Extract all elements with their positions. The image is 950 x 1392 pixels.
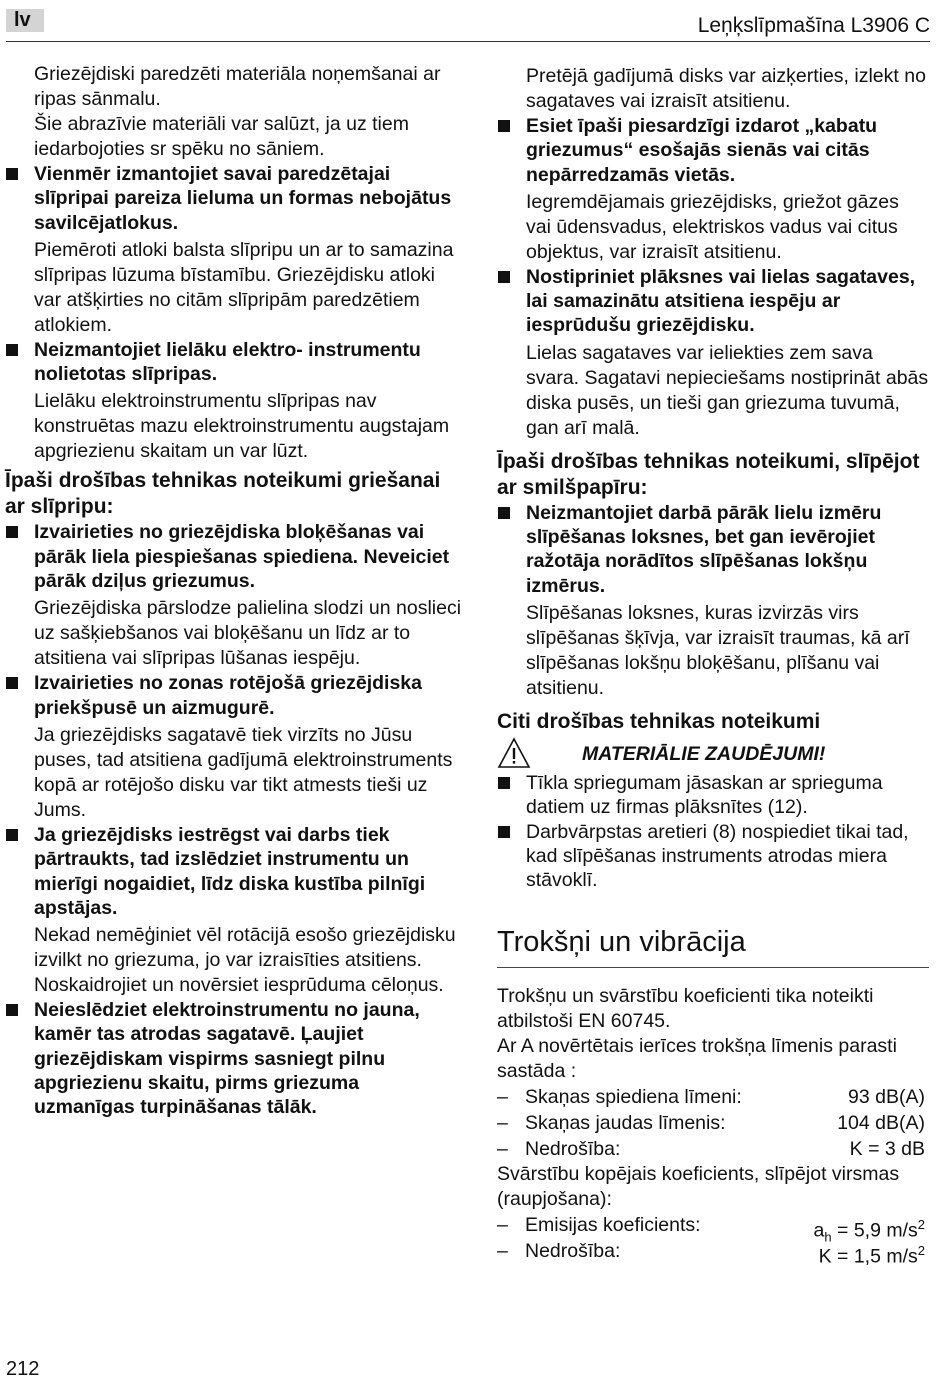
list-item: [497, 1136, 929, 1162]
bullet-text-pocket-cuts: Iegremdējamais griezējdisks, griežot gāzes vai ūdensvadus, elektriskos vadus vai citus objektus, var izraisīt atsitienu.: [526, 190, 899, 263]
list-item: [497, 1212, 929, 1245]
bullet-title-pocket-cuts: Esiet īpaši piesardzīgi izdarot „kabatu griezumus“ esošajās sienās vai citās nepārredzamās vietās.: [526, 114, 929, 187]
list-dash: –: [497, 1138, 508, 1161]
bullet-title-restart: Neieslēdziet elektroinstrumentu no jauna, kamēr tas atrodas sagatavē. Ļaujiet griezējdiskam vispirms sasniegt pilnu apgriezienu skaitu, pirms griezuma uzmanīgas turpināšanas tālāk.: [34, 998, 464, 1119]
bullet-title-support-panels: Nostipriniet plāksnes vai lielas sagataves, lai samazinātu atsitiena iespēju ar iesprūdušu griezējdisku.: [526, 265, 929, 338]
page-number: 212: [6, 1358, 40, 1380]
bullet-title-worn-discs: Neizmantojiet lielāku elektro- instrumentu nolietotas slīpripas.: [34, 338, 464, 387]
bullet-text-jammed-disc: Nekad nemēģiniet vēl rotācijā esošo griezējdisku izvilkt no griezuma, jo var izraisīties atsitiens. Noskaidrojiet un novērsiet iesprūduma cēloņus.: [34, 924, 456, 997]
bullet-title-jammed-disc: Ja griezējdisks iestrēgst vai darbs tiek pārtraukts, tad izslēdziet instrumentu un mierīgi nogaidiet, līdz diska kustība pilnīgi apstājas.: [34, 823, 464, 920]
section-heading-cutting: Īpaši drošības tehnikas noteikumi griešanai ar slīpripu:: [5, 469, 441, 519]
bullet-text-support-panels: Lielas sagataves var ieliekties zem sava svara. Sagatavi nepieciešams nostiprināt abās diska pusēs, un tieši gan griezuma tuvumā, gan arī malā.: [526, 341, 929, 439]
right-column: [497, 64, 929, 1268]
value-number: = 5,9 m/s: [831, 1219, 918, 1242]
section-rule: [497, 967, 929, 968]
bullet-text-worn-discs: Lielāku elektroinstrumentu slīpripas nav konstruētas mazu elektroinstrumentu augstajam apgriezienu skaitam un var lūzt.: [34, 390, 450, 463]
section-heading-sanding: Īpaši drošības tehnikas noteikumi, slīpējot ar smilšpapīru:: [497, 449, 920, 499]
intro-paragraph-1: Griezējdiski paredzēti materiāla noņemšanai ar ripas sānmalu.: [34, 63, 441, 110]
list-item: [497, 1110, 929, 1136]
noise-list: [497, 1084, 929, 1162]
bullet-title-danger-zone: Izvairieties no zonas rotējošā griezējdiska priekšpusē un aizmugurē.: [34, 671, 464, 720]
noise-vibration-heading: Trokšņi un vibrācija: [497, 926, 746, 959]
language-badge: lv: [6, 9, 44, 32]
bullet-title-sanding-sheets: Neizmantojiet darbā pārāk lielu izmēru slīpēšanas loksnes, bet gan ievērojiet ražotāja norādītos slīpēšanas lokšņu izmērus.: [526, 501, 929, 598]
header-rule: [6, 41, 930, 42]
list-item: [497, 1238, 929, 1268]
noise-paragraph-2: Ar A novērtētais ierīces trokšņa līmenis parasti sastāda :: [497, 1035, 897, 1083]
bullet-text-sanding-sheets: Slīpēšanas loksnes, kuras izvirzās virs slīpēšanas šķīvja, var izraisīt traumas, kā arī slīpēšanas lokšņu bloķēšanu, plīšanu vai atsitienu.: [526, 601, 910, 699]
list-label: Emisijas koeficients:: [525, 1214, 701, 1237]
list-dash: –: [497, 1086, 508, 1109]
list-label: Skaņas jaudas līmenis:: [525, 1112, 726, 1135]
list-label: Nedrošība:: [525, 1138, 621, 1161]
list-value: 93 dB(A): [848, 1086, 925, 1109]
bullet-title-blocking: Izvairieties no griezējdiska bloķēšanas vai pārāk liela piespiešanas spiediena. Neveiciet pārāk dziļus griezumus.: [34, 520, 464, 593]
list-value: 104 dB(A): [837, 1112, 925, 1135]
list-label: Nedrošība:: [525, 1240, 621, 1263]
value-symbol: a: [813, 1219, 825, 1242]
note-spindle-lock: Darbvārpstas aretieri (8) nospiediet tikai tad, kad slīpēšanas instruments atrodas miera stāvoklī.: [526, 820, 929, 893]
list-dash: –: [497, 1112, 508, 1135]
bullet-text-blocking: Griezējdiska pārslodze palielina slodzi un noslieci uz sašķiebšanos vai bloķēšanu un līdz ar to atsitiena vai slīpripas lūšanas iespēju.: [34, 597, 462, 670]
warning-label: MATERIĀLIE ZAUDĒJUMI!: [582, 742, 826, 765]
document-title: Leņķslīpmašīna L3906 C: [697, 14, 930, 37]
left-column: [5, 62, 464, 1120]
material-damage-warning: [497, 737, 929, 771]
bullet-title-flanges: Vienmēr izmantojiet savai paredzētajai slīpripai pareiza lieluma un formas nebojātus savilcējatlokus.: [34, 162, 464, 235]
vibration-list: [497, 1212, 929, 1268]
list-item: [497, 1084, 929, 1110]
list-value: [819, 1238, 925, 1270]
list-dash: –: [497, 1240, 508, 1263]
noise-paragraph-1: Trokšņu un svārstību koeficienti tika noteikti atbilstoši EN 60745.: [497, 985, 874, 1033]
note-mains-voltage: Tīkla spriegumam jāsaskan ar sprieguma datiem uz firmas plāksnītes (12).: [526, 771, 929, 820]
value-superscript: 2: [917, 1243, 925, 1259]
list-dash: –: [497, 1214, 508, 1237]
value-number: K = 1,5 m/s: [818, 1245, 918, 1268]
vibration-paragraph: Svārstību kopējais koeficients, slīpējot virsmas (raupjošana):: [497, 1163, 900, 1211]
bullet-text-danger-zone: Ja griezējdisks sagatavē tiek virzīts no Jūsu puses, tad atsitiena gadījumā elektroinstruments kopā ar rotējošo disku var tikt atmests tieši uz Jums.: [34, 723, 453, 821]
list-value: K = 3 dB: [849, 1138, 925, 1161]
list-label: Skaņas spiediena līmeni:: [525, 1086, 742, 1109]
intro-paragraph-2: Šie abrazīvie materiāli var salūzt, ja uz tiem iedarbojoties sr spēku no sāniem.: [34, 113, 409, 160]
warning-triangle-icon: [497, 737, 531, 769]
bullet-text-flanges: Piemēroti atloki balsta slīpripu un ar to samazina slīpripas lūzuma bīstamību. Griezējdisku atloki var atšķirties no citām slīpripām paredzētiem atlokiem.: [34, 238, 454, 336]
continued-paragraph: Pretējā gadījumā disks var aizķerties, izlekt no sagataves vai izraisīt atsitienu.: [526, 65, 926, 112]
value-subscript: h: [824, 1229, 832, 1245]
value-superscript: 2: [917, 1217, 925, 1233]
section-heading-other-safety: Citi drošības tehnikas noteikumi: [497, 709, 821, 733]
